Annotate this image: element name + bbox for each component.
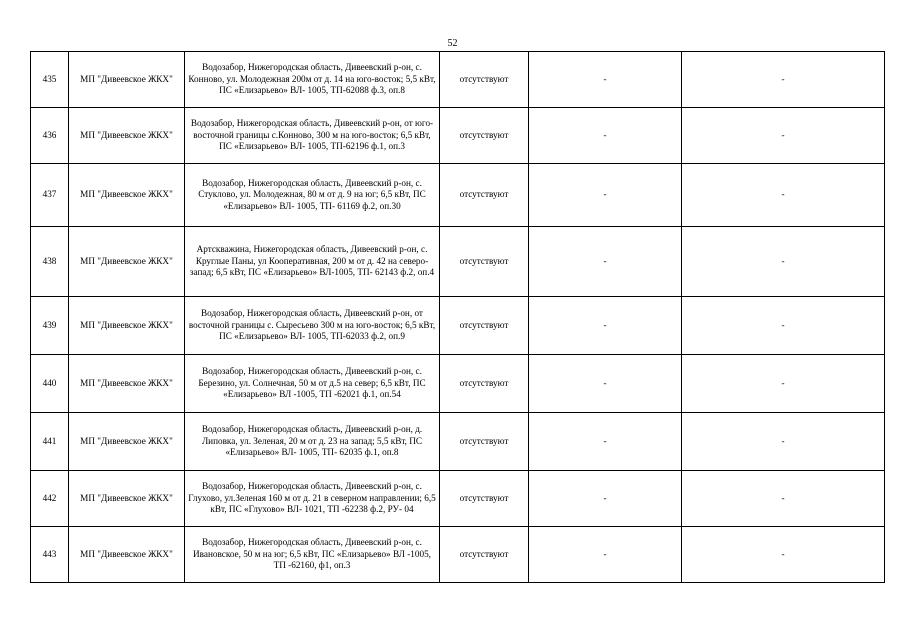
location-cell: Водозабор, Нижегородская область, Дивеевский р-он, с. Конново, ул. Молодежная 200м от д. 14 на юго-восток; 5,5 кВт, ПС «Елизарьево» ВЛ- 1005, ТП-62088 ф.3, оп.8: [185, 52, 440, 108]
row-number-cell: 440: [31, 355, 69, 413]
location-cell: Водозабор, Нижегородская область, Дивеевский р-он, от юго-восточной границы с.Конново, 300 м на юго-восток; 6,5 кВт, ПС «Елизарьево» ВЛ- 1005, ТП-62196 ф.1, оп.3: [185, 108, 440, 164]
organization-cell: МП "Дивеевское ЖКХ": [69, 108, 185, 164]
dash-cell: -: [529, 355, 682, 413]
attachment-cell: отсутствуют: [440, 413, 529, 471]
row-number-cell: 443: [31, 527, 69, 583]
dash-cell: -: [682, 227, 885, 297]
table-row: [31, 108, 885, 164]
attachment-cell: отсутствуют: [440, 297, 529, 355]
organization-cell: МП "Дивеевское ЖКХ": [69, 471, 185, 527]
table-row: [31, 527, 885, 583]
dash-cell: -: [682, 471, 885, 527]
dash-cell: -: [682, 297, 885, 355]
location-cell: Водозабор, Нижегородская область, Дивеевский р-он, д. Липовка, ул. Зеленая, 20 м от д. 23 на запад; 5,5 кВт, ПС «Елизарьево» ВЛ- 1005, ТП- 62035 ф.1, оп.8: [185, 413, 440, 471]
table-row: [31, 413, 885, 471]
attachment-cell: отсутствуют: [440, 527, 529, 583]
location-cell: Артскважина, Нижегородская область, Дивеевский р-он, с. Круглые Паны, ул Кооперативная, 200 м от д. 42 на северо-запад; 6,5 кВт, ПС «Елизарьево» ВЛ-1005, ТП- 62143 ф.2, оп.4: [185, 227, 440, 297]
dash-cell: -: [682, 413, 885, 471]
organization-cell: МП "Дивеевское ЖКХ": [69, 164, 185, 227]
dash-cell: -: [529, 413, 682, 471]
row-number-cell: 441: [31, 413, 69, 471]
dash-cell: -: [529, 108, 682, 164]
organization-cell: МП "Дивеевское ЖКХ": [69, 52, 185, 108]
location-cell: Водозабор, Нижегородская область, Дивеевский р-он, с. Березино, ул. Солнечная, 50 м от д.5 на север; 6,5 кВт, ПС «Елизарьево» ВЛ -1005, ТП -62021 ф.1, оп.54: [185, 355, 440, 413]
location-cell: Водозабор, Нижегородская область, Дивеевский р-он, с. Глухово, ул.Зеленая 160 м от д. 21 в северном направлении; 6,5 кВт, ПС «Глухово» ВЛ- 1021, ТП -62238 ф.2, РУ- 04: [185, 471, 440, 527]
dash-cell: -: [529, 527, 682, 583]
attachment-cell: отсутствуют: [440, 108, 529, 164]
dash-cell: -: [529, 471, 682, 527]
organization-cell: МП "Дивеевское ЖКХ": [69, 227, 185, 297]
table-row: [31, 164, 885, 227]
dash-cell: -: [529, 297, 682, 355]
attachment-cell: отсутствуют: [440, 164, 529, 227]
row-number-cell: 438: [31, 227, 69, 297]
row-number-cell: 439: [31, 297, 69, 355]
row-number-cell: 435: [31, 52, 69, 108]
organization-cell: МП "Дивеевское ЖКХ": [69, 527, 185, 583]
attachment-cell: отсутствуют: [440, 52, 529, 108]
table-row: [31, 227, 885, 297]
table-row: [31, 52, 885, 108]
dash-cell: -: [682, 164, 885, 227]
attachment-cell: отсутствуют: [440, 355, 529, 413]
location-cell: Водозабор, Нижегородская область, Дивеевский р-он, от восточной границы с. Сыресьево 300 м на юго-восток; 6,5 кВт, ПС «Елизарьево» ВЛ- 1005, ТП-62033 ф.2, оп.9: [185, 297, 440, 355]
dash-cell: -: [682, 355, 885, 413]
dash-cell: -: [529, 227, 682, 297]
location-cell: Водозабор, Нижегородская область, Дивеевский р-он, с. Стуклово, ул. Молодежная, 80 м от д. 9 на юг; 6,5 кВт, ПС «Елизарьево» ВЛ- 1005, ТП- 61169 ф.2, оп.30: [185, 164, 440, 227]
location-cell: Водозабор, Нижегородская область, Дивеевский р-он, с. Ивановское, 50 м на юг; 6,5 кВт, ПС «Елизарьево» ВЛ -1005, ТП -62160, ф1, оп.3: [185, 527, 440, 583]
dash-cell: -: [682, 52, 885, 108]
organization-cell: МП "Дивеевское ЖКХ": [69, 413, 185, 471]
organization-cell: МП "Дивеевское ЖКХ": [69, 355, 185, 413]
table-row: [31, 355, 885, 413]
attachment-cell: отсутствуют: [440, 471, 529, 527]
dash-cell: -: [682, 527, 885, 583]
dash-cell: -: [529, 52, 682, 108]
table-row: [31, 297, 885, 355]
row-number-cell: 442: [31, 471, 69, 527]
organization-cell: МП "Дивеевское ЖКХ": [69, 297, 185, 355]
dash-cell: -: [682, 108, 885, 164]
table-row: [31, 471, 885, 527]
attachment-cell: отсутствуют: [440, 227, 529, 297]
dash-cell: -: [529, 164, 682, 227]
row-number-cell: 436: [31, 108, 69, 164]
page-number: 52: [447, 38, 458, 49]
row-number-cell: 437: [31, 164, 69, 227]
registry-table: [30, 51, 885, 583]
